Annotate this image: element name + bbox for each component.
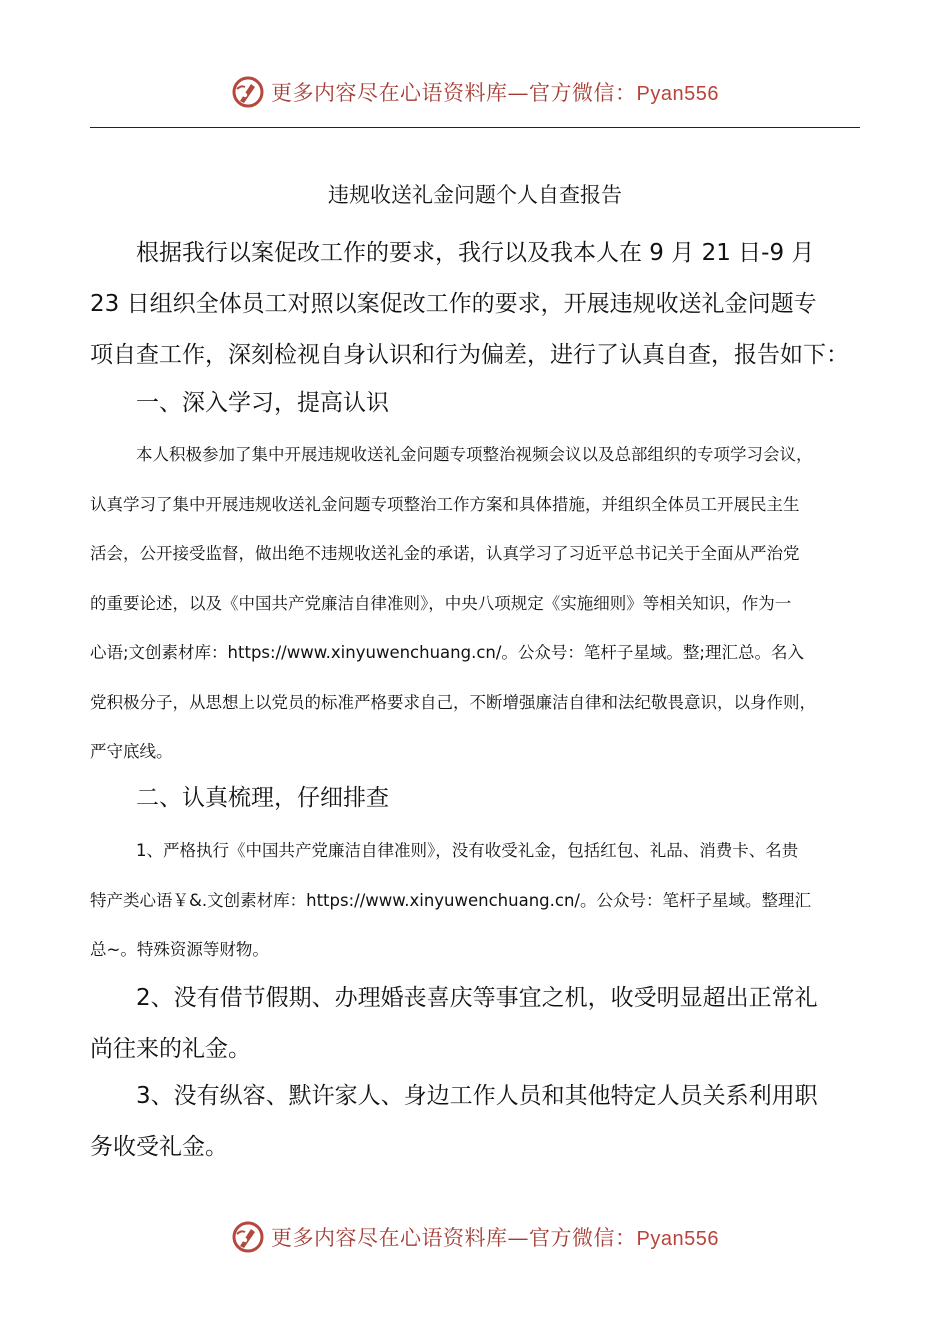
footer-watermark xyxy=(0,1217,950,1257)
pen-nib-logo-icon xyxy=(231,75,265,109)
intro-line: 23 日组织全体员工对照以案促改工作的要求，开展违规收送礼金问题专 xyxy=(90,291,817,317)
wechat-id: Pyan556 xyxy=(636,1228,719,1250)
body-line: 认真学习了集中开展违规收送礼金问题专项整治工作方案和具体措施，并组织全体员工开展民主生 xyxy=(90,494,800,514)
watermark-text: 更多内容尽在心语资料库—官方微信：Pyan556 xyxy=(271,81,719,105)
watermark-text: 更多内容尽在心语资料库—官方微信：Pyan556 xyxy=(271,1226,719,1250)
intro-paragraph xyxy=(90,228,865,381)
header-divider xyxy=(90,127,860,128)
body-line: 总~。特殊资源等财物。 xyxy=(90,940,269,959)
body-line: 2、没有借节假期、办理婚丧喜庆等事宜之机，收受明显超出正常礼 xyxy=(136,985,818,1011)
header-watermark xyxy=(0,72,950,112)
section2-item3 xyxy=(90,1071,865,1173)
body-line: 严守底线。 xyxy=(90,742,173,761)
section2-item1 xyxy=(90,826,865,975)
section1-paragraph xyxy=(90,430,865,777)
section2-item2 xyxy=(90,973,865,1075)
body-line: 1、严格执行《中国共产党廉洁自律准则》，没有收受礼金，包括红包、礼品、消费卡、名贵 xyxy=(136,841,799,860)
body-line: 尚往来的礼金。 xyxy=(90,1036,251,1062)
body-line: 活会，公开接受监督，做出绝不违规收送礼金的承诺，认真学习了习近平总书记关于全面从严治党 xyxy=(90,544,800,563)
pen-nib-logo-icon xyxy=(231,1220,265,1254)
body-line: 务收受礼金。 xyxy=(90,1134,228,1160)
body-line: 的重要论述，以及《中国共产党廉洁自律准则》，中央八项规定《实施细则》等相关知识，作为一 xyxy=(90,593,792,613)
body-line: 党积极分子，从思想上以党员的标准严格要求自己，不断增强廉洁自律和法纪敬畏意识，以身作则， xyxy=(90,692,816,712)
section-heading-1: 一、深入学习，提高认识 xyxy=(136,390,389,416)
document-title: 违规收送礼金问题个人自查报告 xyxy=(328,183,622,207)
body-line: 心语;文创素材库：https://www.xinyuwenchuang.cn/。公众号：笔杆子星域。整;理汇总。名入 xyxy=(90,643,804,662)
body-line: 本人积极参加了集中开展违规收送礼金问题专项整治视频会议以及总部组织的专项学习会议， xyxy=(136,445,813,464)
intro-line: 根据我行以案促改工作的要求，我行以及我本人在 9 月 21 日-9 月 xyxy=(136,240,815,266)
body-line: 3、没有纵容、默许家人、身边工作人员和其他特定人员关系利用职 xyxy=(136,1083,818,1109)
body-line: 特产类心语￥&.文创素材库：https://www.xinyuwenchuang.cn/。公众号：笔杆子星域。整理汇 xyxy=(90,890,811,910)
intro-line: 项自查工作，深刻检视自身认识和行为偏差，进行了认真自查，报告如下： xyxy=(90,342,849,368)
wechat-id: Pyan556 xyxy=(636,83,719,105)
section-heading-2: 二、认真梳理，仔细排查 xyxy=(136,785,389,811)
